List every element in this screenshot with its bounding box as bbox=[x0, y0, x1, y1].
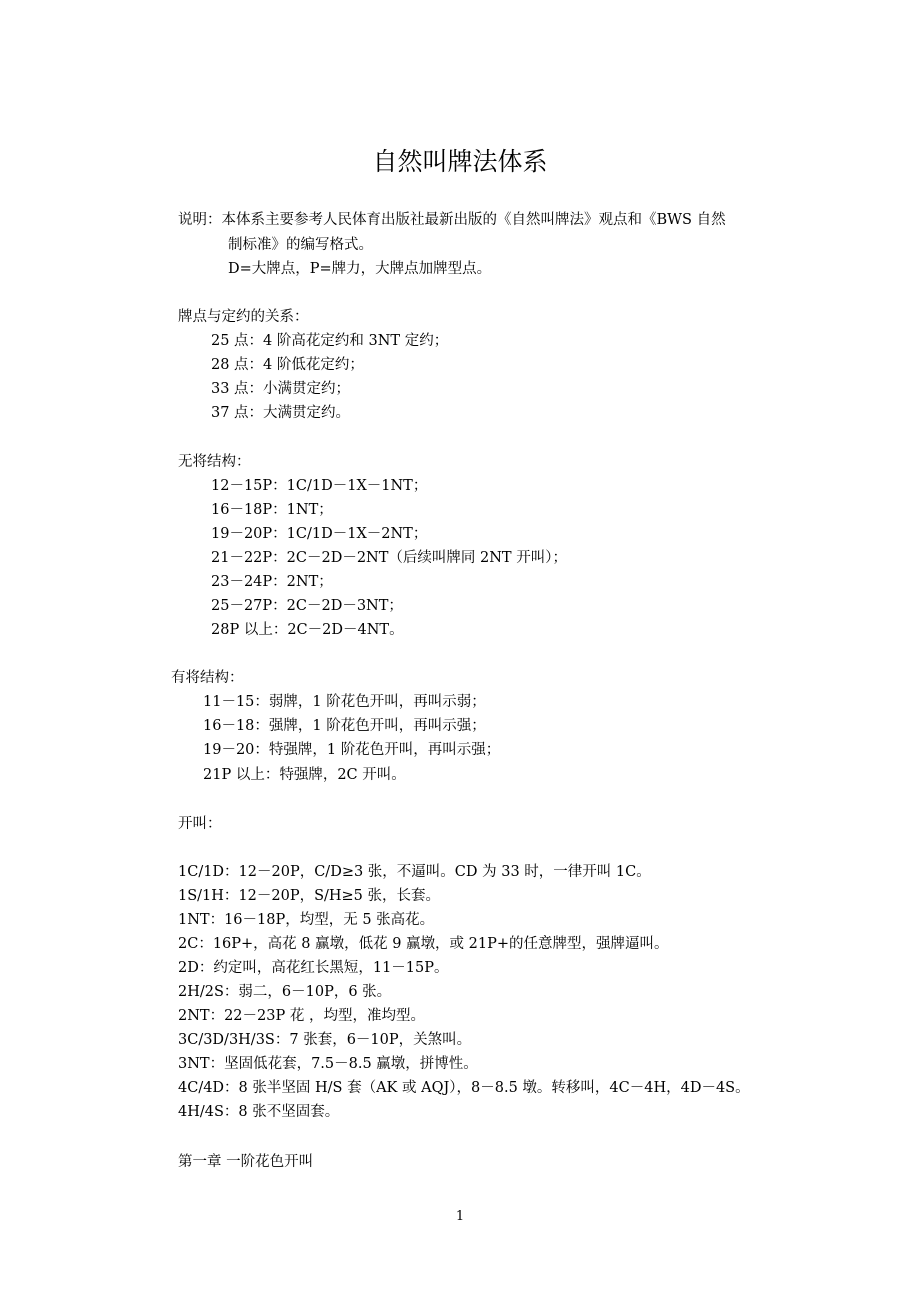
suit-structure-item: 19－20：特强牌，1 阶花色开叫，再叫示强； bbox=[203, 742, 501, 758]
opening-item: 2H/2S：弱二，6－10P，6 张。 bbox=[178, 984, 392, 1000]
document-title: 自然叫牌法体系 bbox=[372, 147, 548, 176]
opening-item: 2D：约定叫，高花红长黑短，11－15P。 bbox=[178, 960, 449, 976]
opening-item: 2C：16P+，高花 8 赢墩，低花 9 赢墩，或 21P+的任意牌型，强牌逼叫。 bbox=[178, 936, 669, 952]
points-item: 28 点：4 阶低花定约； bbox=[211, 357, 364, 373]
suit-structure-item: 16－18：强牌，1 阶花色开叫，再叫示强； bbox=[203, 718, 486, 734]
nt-structure-item: 23－24P：2NT； bbox=[211, 574, 333, 590]
intro-line-3: D=大牌点，P=牌力，大牌点加牌型点。 bbox=[228, 261, 492, 277]
nt-structure-item: 28P 以上：2C－2D－4NT。 bbox=[211, 622, 404, 638]
opening-item: 4H/4S：8 张不坚固套。 bbox=[178, 1104, 340, 1120]
chapter-heading: 第一章 一阶花色开叫 bbox=[178, 1154, 314, 1170]
page-number: 1 bbox=[455, 1209, 465, 1224]
nt-structure-item: 12－15P：1C/1D－1X－1NT； bbox=[211, 478, 428, 494]
points-item: 37 点：大满贯定约。 bbox=[211, 405, 351, 421]
suit-structure-item: 11－15：弱牌，1 阶花色开叫，再叫示弱； bbox=[203, 694, 486, 710]
opening-item: 1NT：16－18P，均型，无 5 张高花。 bbox=[178, 912, 435, 928]
suit-structure-item: 21P 以上：特强牌，2C 开叫。 bbox=[203, 767, 406, 783]
opening-item: 1C/1D：12－20P，C/D≥3 张，不逼叫。CD 为 33 时，一律开叫 1C。 bbox=[178, 864, 651, 880]
nt-structure-item: 16－18P：1NT； bbox=[211, 502, 333, 518]
opening-item: 1S/1H：12－20P，S/H≥5 张，长套。 bbox=[178, 888, 441, 904]
opening-item: 3NT：坚固低花套，7.5－8.5 赢墩，拼博性。 bbox=[178, 1056, 478, 1072]
opening-item: 4C/4D：8 张半坚固 H/S 套（AK 或 AQJ），8－8.5 墩。转移叫，4C－4H，4D－4S。 bbox=[178, 1080, 750, 1096]
nt-structure-item: 21－22P：2C－2D－2NT（后续叫牌同 2NT 开叫）； bbox=[211, 550, 567, 566]
nt-structure-item: 25－27P：2C－2D－3NT； bbox=[211, 598, 403, 614]
nt-structure-heading: 无将结构： bbox=[178, 454, 251, 470]
nt-structure-item: 19－20P：1C/1D－1X－2NT； bbox=[211, 526, 428, 542]
points-heading: 牌点与定约的关系： bbox=[178, 309, 309, 325]
points-item: 25 点：4 阶高花定约和 3NT 定约； bbox=[211, 333, 449, 349]
opening-item: 2NT：22－23P 花 ，均型，准均型。 bbox=[178, 1008, 425, 1024]
openings-heading: 开叫： bbox=[178, 816, 222, 832]
suit-structure-heading: 有将结构： bbox=[171, 670, 244, 686]
opening-item: 3C/3D/3H/3S：7 张套，6－10P，关煞叫。 bbox=[178, 1032, 472, 1048]
points-item: 33 点：小满贯定约； bbox=[211, 381, 351, 397]
intro-line-2: 制标准》的编写格式。 bbox=[228, 237, 373, 253]
intro-line-1: 说明：本体系主要参考人民体育出版社最新出版的《自然叫牌法》观点和《BWS 自然 bbox=[178, 212, 726, 228]
